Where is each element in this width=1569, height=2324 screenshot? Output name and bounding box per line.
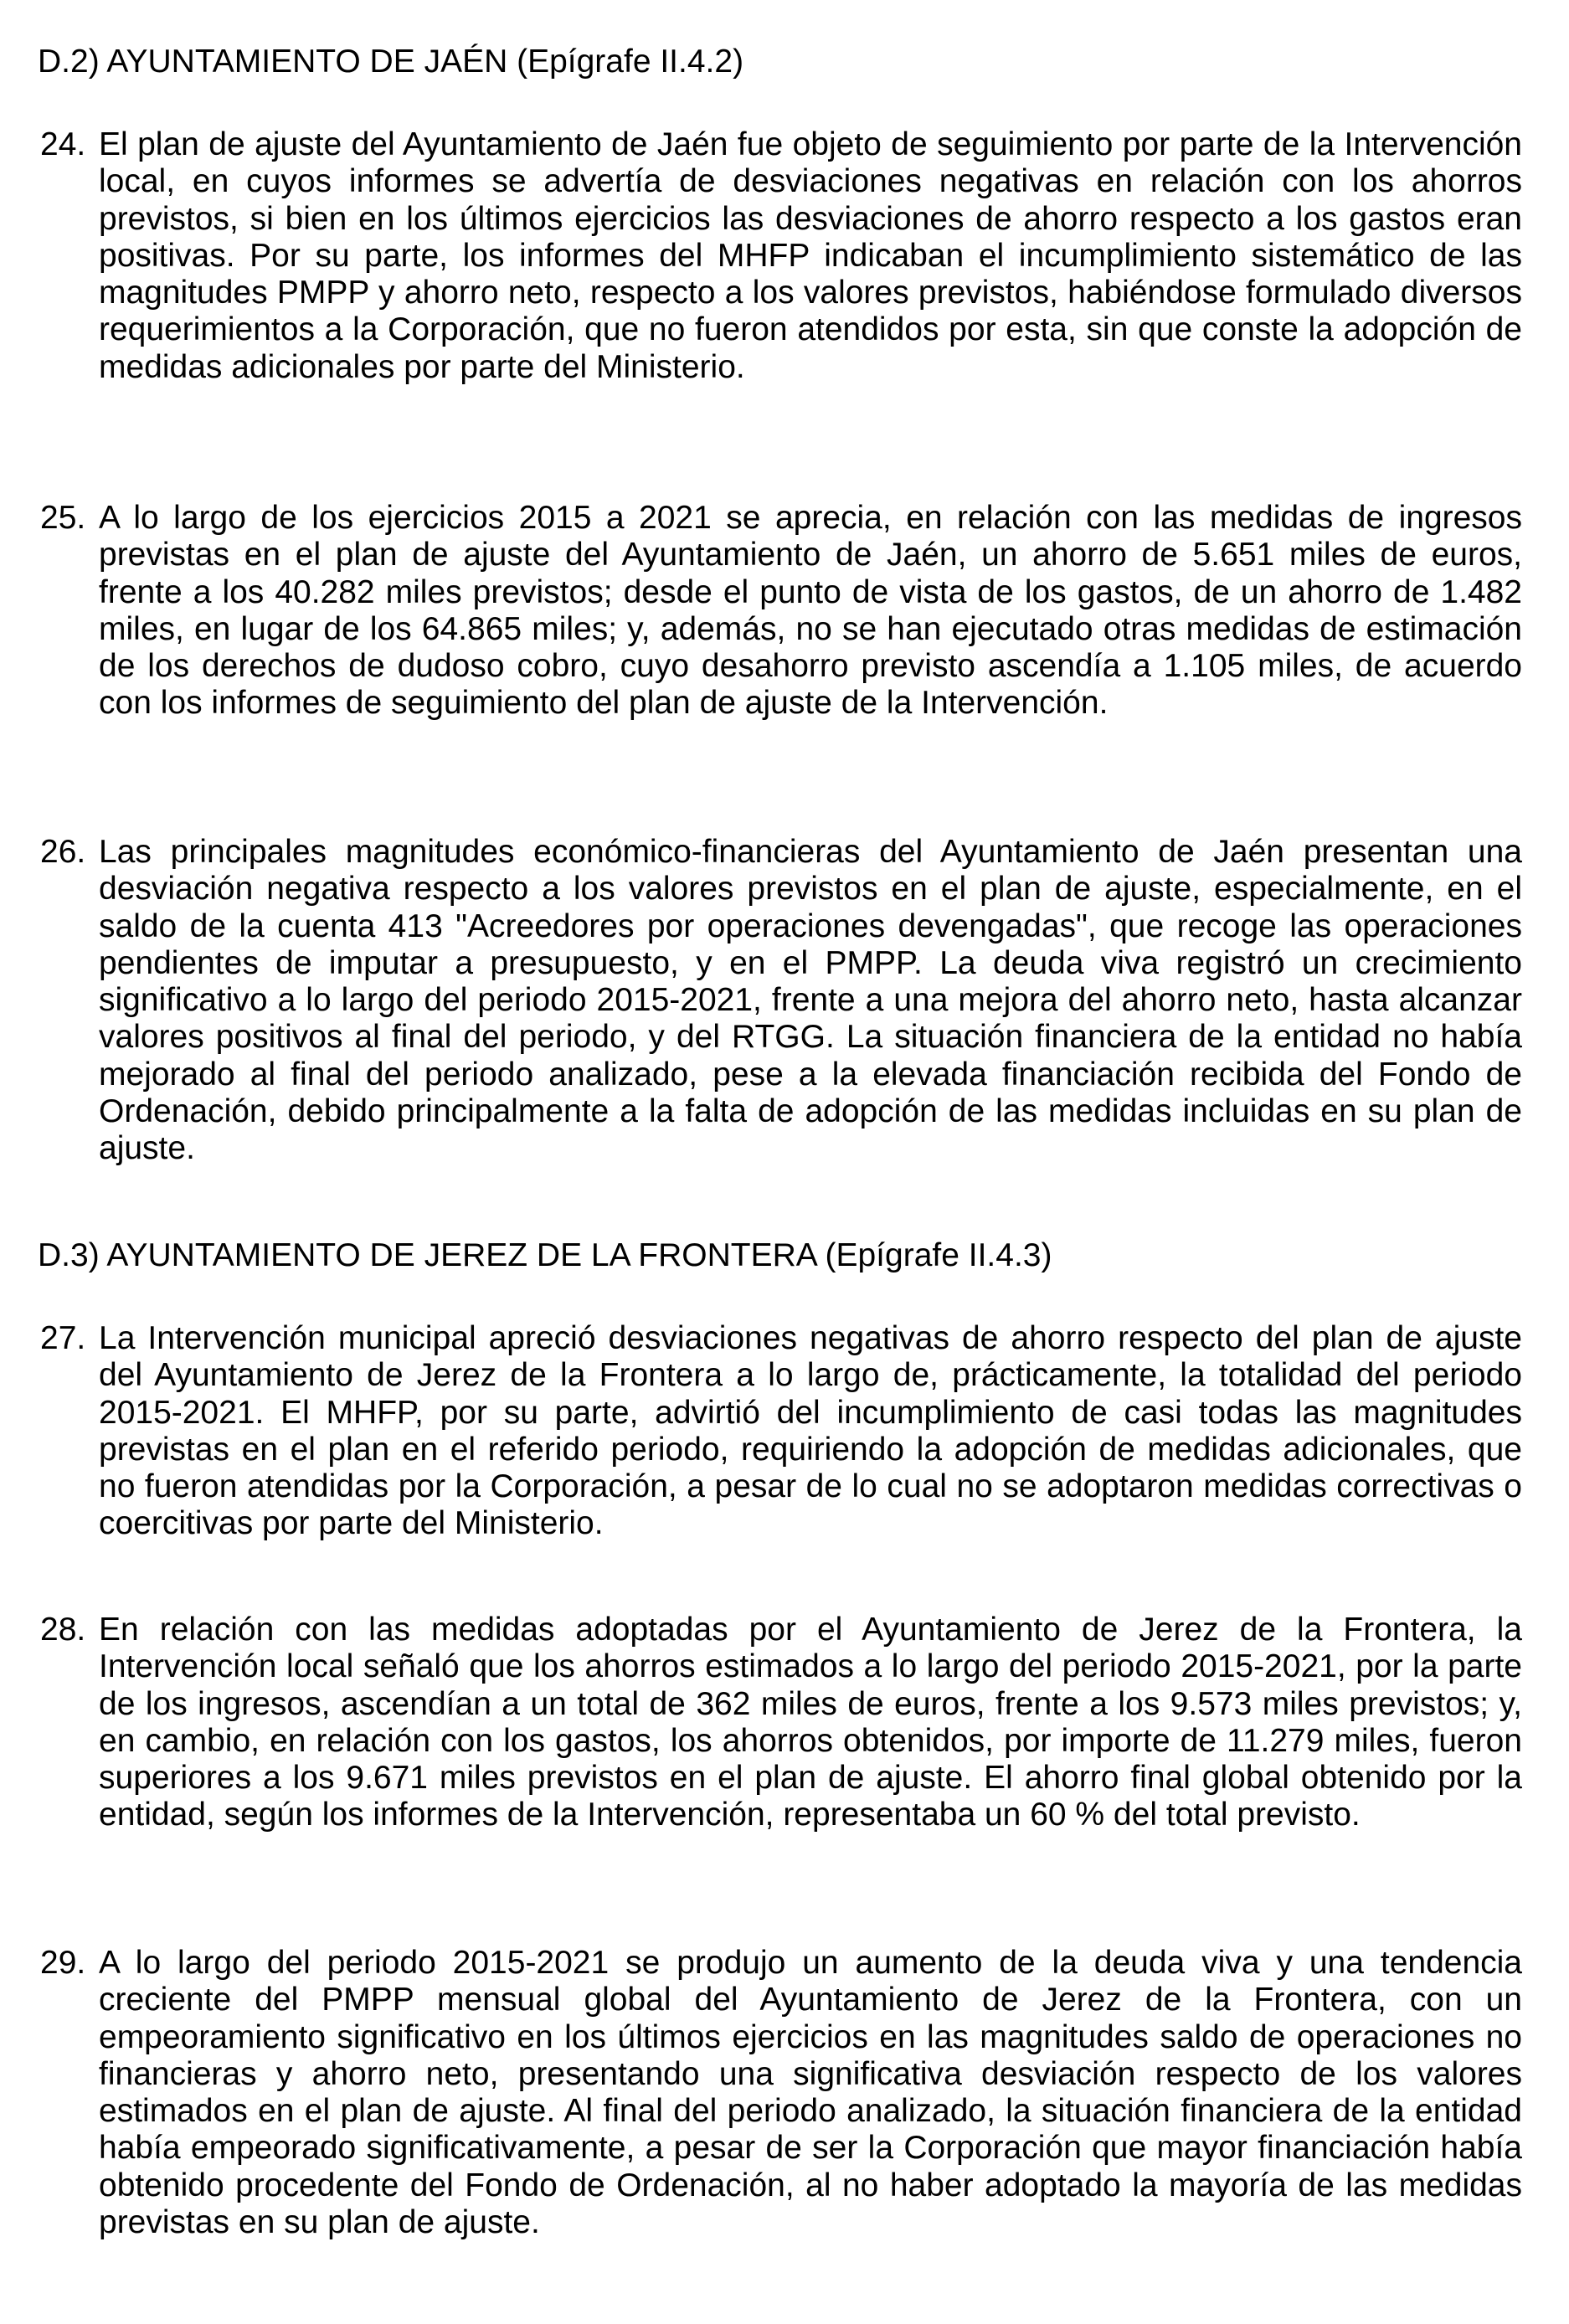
paragraph-number: 29. bbox=[40, 1945, 86, 1981]
paragraph-27 bbox=[40, 1320, 1522, 1543]
paragraph-24 bbox=[40, 126, 1522, 386]
paragraph-number: 28. bbox=[40, 1612, 86, 1648]
paragraph-28 bbox=[40, 1612, 1522, 1834]
paragraph-text: En relación con las medidas adoptadas por el Ayuntamiento de Jerez de la Frontera, la Intervención local señaló que los ahorros estimados a lo largo del periodo 2015-2021, por la parte de los ingresos, ascendían a un total de 362 miles de euros, frente a los 9.573 miles previstos; y, en cambio, en relación con los gastos, los ahorros obtenidos, por importe de 11.279 miles, fueron superiores a los 9.671 miles previstos en el plan de ajuste. El ahorro final global obtenido por la entidad, según los informes de la Intervención, representaba un 60 % del total previsto. bbox=[99, 1612, 1522, 1833]
paragraph-29 bbox=[40, 1945, 1522, 2241]
paragraph-text: Las principales magnitudes económico-financieras del Ayuntamiento de Jaén presentan una desviación negativa respecto a los valores previstos en el plan de ajuste, especialmente, en el saldo de la cuenta 413 "Acreedores por operaciones devengadas", que recoge las operaciones pendientes de imputar a presupuesto, y en el PMPP. La deuda viva registró un crecimiento significativo a lo largo del periodo 2015-2021, frente a una mejora del ahorro neto, hasta alcanzar valores positivos al final del periodo, y del RTGG. La situación financiera de la entidad no había mejorado al final del periodo analizado, pese a la elevada financiación recibida del Fondo de Ordenación, debido principalmente a la falta de adopción de las medidas incluidas en su plan de ajuste. bbox=[99, 834, 1522, 1167]
paragraph-number: 26. bbox=[40, 834, 86, 870]
paragraph-26 bbox=[40, 834, 1522, 1168]
paragraph-number: 27. bbox=[40, 1320, 86, 1356]
paragraph-25 bbox=[40, 500, 1522, 722]
paragraph-text: A lo largo del periodo 2015-2021 se produjo un aumento de la deuda viva y una tendencia creciente del PMPP mensual global del Ayuntamiento de Jerez de la Frontera, con un empeoramiento significativo en los últimos ejercicios en las magnitudes saldo de operaciones no financieras y ahorro neto, presentando una significativa desviación respecto de los valores estimados en el plan de ajuste. Al final del periodo analizado, la situación financiera de la entidad había empeorado significativamente, a pesar de ser la Corporación que mayor financiación había obtenido procedente del Fondo de Ordenación, al no haber adoptado la mayoría de las medidas previstas en su plan de ajuste. bbox=[99, 1945, 1522, 2241]
paragraph-number: 24. bbox=[40, 126, 86, 162]
paragraph-text: A lo largo de los ejercicios 2015 a 2021 se aprecia, en relación con las medidas de ingresos previstas en el plan de ajuste del Ayuntamiento de Jaén, un ahorro de 5.651 miles de euros, frente a los 40.282 miles previstos; desde el punto de vista de los gastos, de un ahorro de 1.482 miles, en lugar de los 64.865 miles; y, además, no se han ejecutado otras medidas de estimación de los derechos de dudoso cobro, cuyo desahorro previsto ascendía a 1.105 miles, de acuerdo con los informes de seguimiento del plan de ajuste de la Intervención. bbox=[99, 500, 1522, 722]
paragraph-text: La Intervención municipal apreció desviaciones negativas de ahorro respecto del plan de ajuste del Ayuntamiento de Jerez de la Frontera a lo largo de, prácticamente, la totalidad del periodo 2015-2021. El MHFP, por su parte, advirtió del incumplimiento de casi todas las magnitudes previstas en el plan en el referido periodo, requiriendo la adopción de medidas adicionales, que no fueron atendidas por la Corporación, a pesar de lo cual no se adoptaron medidas correctivas o coercitivas por parte del Ministerio. bbox=[99, 1320, 1522, 1542]
section-heading-d2: D.2) AYUNTAMIENTO DE JAÉN (Epígrafe II.4.2) bbox=[38, 44, 744, 80]
paragraph-text: El plan de ajuste del Ayuntamiento de Jaén fue objeto de seguimiento por parte de la Intervención local, en cuyos informes se advertía de desviaciones negativas en relación con los ahorros previstos, si bien en los últimos ejercicios las desviaciones de ahorro respecto a los gastos eran positivas. Por su parte, los informes del MHFP indicaban el incumplimiento sistemático de las magnitudes PMPP y ahorro neto, respecto a los valores previstos, habiéndose formulado diversos requerimientos a la Corporación, que no fueron atendidos por esta, sin que conste la adopción de medidas adicionales por parte del Ministerio. bbox=[99, 126, 1522, 385]
section-heading-d3: D.3) AYUNTAMIENTO DE JEREZ DE LA FRONTERA (Epígrafe II.4.3) bbox=[38, 1237, 1052, 1273]
paragraph-number: 25. bbox=[40, 500, 86, 536]
